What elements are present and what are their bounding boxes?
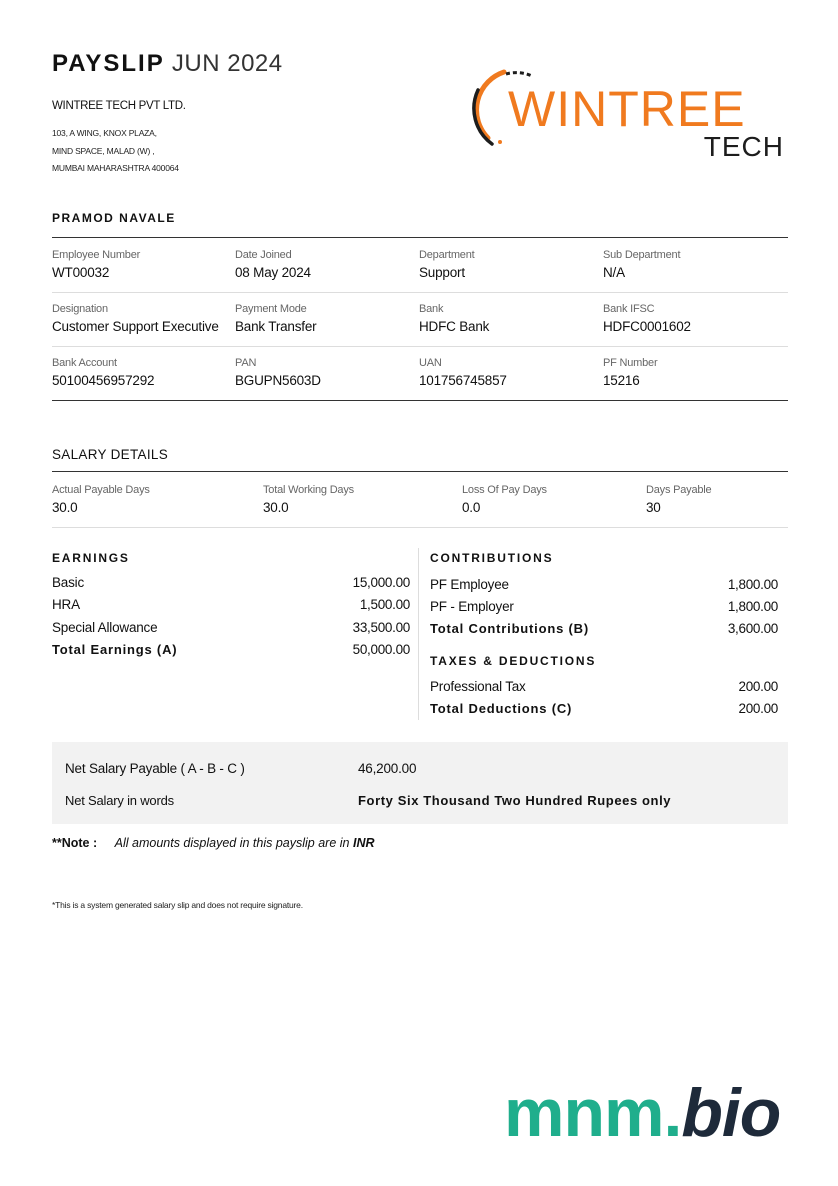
contribution-item-amount: 1,800.00 <box>727 599 778 614</box>
earnings-heading: EARNINGS <box>52 551 130 565</box>
field-value: 101756745857 <box>419 373 507 388</box>
logo-word-2: TECH <box>703 131 784 162</box>
note-prefix: **Note : <box>52 836 98 850</box>
logo-dot <box>498 140 502 144</box>
field-label: Department <box>419 249 475 261</box>
field-label: PF Number <box>603 357 658 369</box>
earnings-item-label: Basic <box>52 575 85 590</box>
field-value: Support <box>419 265 465 280</box>
days-label: Loss Of Pay Days <box>462 484 547 496</box>
field-label: Payment Mode <box>235 303 307 315</box>
logo-arc-orange <box>477 72 504 138</box>
field-value: N/A <box>603 265 625 280</box>
logo-word-1: WINTREE <box>508 81 746 137</box>
field-value: BGUPN5603D <box>235 373 321 388</box>
address-line-2: MIND SPACE, MALAD (W) , <box>52 146 155 156</box>
earnings-total-label: Total Earnings (A) <box>52 642 178 657</box>
contributions-heading: CONTRIBUTIONS <box>430 551 554 565</box>
field-label: Bank <box>419 303 444 315</box>
mnm-bio-watermark <box>504 1074 780 1152</box>
field-label: Employee Number <box>52 249 141 261</box>
divider <box>52 527 788 528</box>
earnings-item-label: HRA <box>52 597 80 612</box>
divider <box>52 400 788 401</box>
days-value: 30.0 <box>52 500 78 515</box>
net-words-value: Forty Six Thousand Two Hundred Rupees only <box>358 793 672 808</box>
field-value: 15216 <box>603 373 640 388</box>
field-label: UAN <box>419 357 442 369</box>
net-words-label: Net Salary in words <box>65 793 174 808</box>
divider <box>52 471 788 472</box>
days-label: Days Payable <box>646 484 712 496</box>
deduction-item-label: Professional Tax <box>430 679 526 694</box>
deductions-total-amount: 200.00 <box>738 701 778 716</box>
contribution-item-label: PF Employee <box>430 577 509 592</box>
company-name: WINTREE TECH PVT LTD. <box>52 100 186 112</box>
divider <box>52 346 788 347</box>
divider <box>52 292 788 293</box>
earnings-item-amount: 1,500.00 <box>359 597 410 612</box>
field-label: Bank Account <box>52 357 117 369</box>
days-value: 30.0 <box>263 500 289 515</box>
field-value: HDFC0001602 <box>603 319 691 334</box>
watermark-part-1: mnm. <box>504 1075 682 1151</box>
field-value: WT00032 <box>52 265 110 280</box>
contribution-item-amount: 1,800.00 <box>727 577 778 592</box>
days-label: Total Working Days <box>263 484 354 496</box>
deductions-heading: TAXES & DEDUCTIONS <box>430 654 597 668</box>
earnings-item-amount: 15,000.00 <box>352 575 410 590</box>
divider <box>52 237 788 238</box>
address-line-3: MUMBAI MAHARASHTRA 400064 <box>52 163 179 173</box>
deductions-total-label: Total Deductions (C) <box>430 701 573 716</box>
earnings-item-amount: 33,500.00 <box>352 620 410 635</box>
contributions-total-amount: 3,600.00 <box>727 621 778 636</box>
days-value: 30 <box>646 500 661 515</box>
field-value: Bank Transfer <box>235 319 317 334</box>
field-label: Sub Department <box>603 249 681 261</box>
field-value: 50100456957292 <box>52 373 155 388</box>
wintree-logo <box>466 64 788 164</box>
field-value: HDFC Bank <box>419 319 490 334</box>
watermark-part-2: bio <box>681 1075 781 1151</box>
contribution-item-label: PF - Employer <box>430 599 514 614</box>
field-label: Date Joined <box>235 249 292 261</box>
net-salary-box <box>52 742 788 824</box>
field-value: 08 May 2024 <box>235 265 311 280</box>
note-currency: INR <box>352 836 375 850</box>
payslip-title-bold: PAYSLIP <box>52 50 165 77</box>
earnings-item-label: Special Allowance <box>52 620 158 635</box>
logo-arc-dashed <box>506 73 532 76</box>
field-label: PAN <box>235 357 257 369</box>
contributions-total-label: Total Contributions (B) <box>430 621 589 636</box>
field-value: Customer Support Executive <box>52 319 219 334</box>
system-generated-footer: *This is a system generated salary slip and does not require signature. <box>52 900 303 910</box>
earnings-total-amount: 50,000.00 <box>352 642 410 657</box>
deduction-item-amount: 200.00 <box>738 679 778 694</box>
employee-name: PRAMOD NAVALE <box>52 211 176 225</box>
payslip-title <box>52 50 283 78</box>
days-value: 0.0 <box>462 500 481 515</box>
net-payable-value: 46,200.00 <box>358 761 417 776</box>
note-text: All amounts displayed in this payslip are in <box>114 836 350 850</box>
address-line-1: 103, A WING, KNOX PLAZA, <box>52 128 157 138</box>
currency-note <box>52 836 375 850</box>
column-divider <box>418 548 419 720</box>
salary-details-heading: SALARY DETAILS <box>52 447 169 462</box>
field-label: Designation <box>52 303 108 315</box>
net-payable-label: Net Salary Payable ( A - B - C ) <box>65 761 245 776</box>
field-label: Bank IFSC <box>603 303 655 315</box>
payslip-period: JUN 2024 <box>171 50 283 77</box>
days-label: Actual Payable Days <box>52 484 150 496</box>
